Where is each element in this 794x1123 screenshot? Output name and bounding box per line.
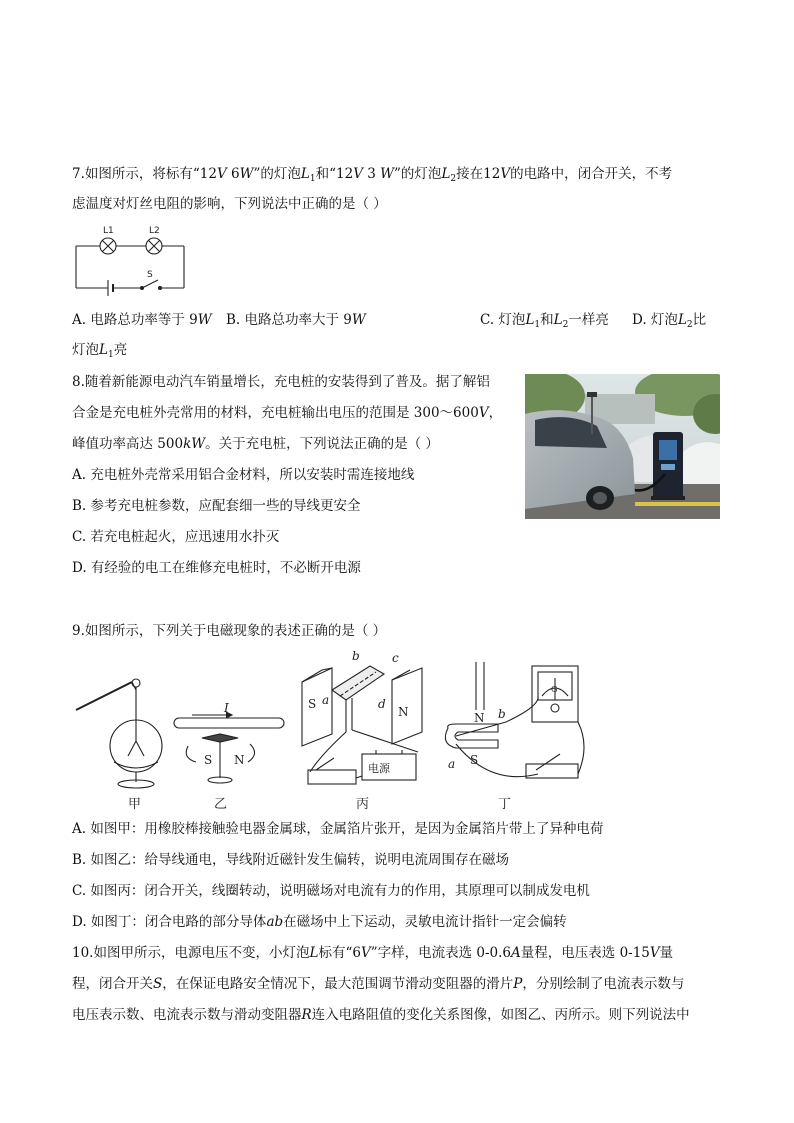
- text: ”的灯泡: [394, 166, 442, 182]
- q8-option-a[interactable]: [72, 465, 414, 485]
- text: A: [511, 945, 521, 961]
- text: 1: [309, 174, 316, 184]
- text: 量: [659, 945, 674, 961]
- caption-yi: 乙: [214, 797, 228, 812]
- q8-stem-line2: [72, 403, 502, 423]
- text: L: [677, 312, 687, 328]
- text: V: [649, 945, 660, 961]
- text: 接在12: [456, 166, 501, 182]
- text: D. 灯泡: [632, 312, 678, 328]
- q7-stem-line2: [72, 194, 387, 214]
- text: 。关于充电桩，下列说法正确的是（ ）: [205, 436, 439, 452]
- label-l1: L1: [103, 226, 114, 236]
- text: 连入电路阻值的变化关系图像，如图乙、丙所示。则下列说法中: [311, 1007, 690, 1023]
- text: 在磁场中上下运动，灵敏电流计指针一定会偏转: [283, 914, 567, 930]
- q7-option-d[interactable]: [632, 310, 706, 330]
- text: D. 有经验的电工在维修充电桩时，不必断开电源: [72, 560, 361, 576]
- q9-stem: [72, 621, 386, 641]
- text: 3: [362, 166, 381, 182]
- label-yi-s: S: [204, 753, 213, 767]
- caption-ding: 丁: [498, 797, 512, 812]
- q7-option-c[interactable]: [480, 310, 609, 330]
- text: C. 如图丙：闭合开关，线圈转动，说明磁场对电流有力的作用，其原理可以制成发电机: [72, 883, 590, 899]
- text: 亮: [113, 342, 128, 358]
- q9-option-b[interactable]: [72, 850, 509, 870]
- q9-option-a[interactable]: [72, 819, 603, 839]
- q7-stem-line1: [72, 164, 672, 184]
- text: R: [301, 1007, 312, 1023]
- text: D. 如图丁：闭合电路的部分导体: [72, 914, 267, 930]
- label-ding-n: N: [474, 711, 485, 725]
- text: L: [553, 312, 563, 328]
- q7-option-b[interactable]: [226, 310, 366, 330]
- text: ，在保证电路安全情况下，最大范围调节滑动变阻器的滑片: [162, 976, 514, 992]
- label-current: I: [224, 701, 229, 715]
- text: 10.如图甲所示，电源电压不变，小灯泡: [72, 945, 310, 961]
- text: 和“12: [315, 166, 354, 182]
- q7-circuit-figure: [72, 222, 190, 298]
- text: 和: [540, 312, 554, 328]
- q8-option-b[interactable]: [72, 496, 361, 516]
- q9-option-d[interactable]: [72, 912, 567, 932]
- q8-option-c[interactable]: [72, 527, 279, 547]
- text: L: [441, 166, 451, 182]
- text: 1: [534, 320, 541, 330]
- q7-option-a[interactable]: [72, 310, 212, 330]
- label-ding-b: b: [498, 707, 506, 721]
- text: kW: [183, 436, 206, 452]
- q9-option-c[interactable]: [72, 881, 590, 901]
- q7-option-d-cont: [72, 340, 127, 360]
- q10-stem-line1: [72, 943, 673, 963]
- text: 6: [226, 166, 240, 182]
- text: ，: [488, 405, 503, 421]
- text: 合金是充电桩外壳常用的材料，充电桩输出电压的范围是 300～600: [72, 405, 479, 421]
- q8-stem-line1: [72, 372, 490, 392]
- text: L: [300, 166, 310, 182]
- text: P: [513, 976, 523, 992]
- text: ”字样，电流表选 0-0.6: [370, 945, 512, 961]
- label-ding-s: S: [470, 753, 479, 767]
- text: W: [351, 312, 366, 328]
- figure-bing: [302, 666, 422, 784]
- charging-pile-photo: [525, 374, 720, 519]
- label-power: 电源: [368, 762, 390, 775]
- label-bing-b: b: [352, 649, 360, 663]
- text: A. 电路总功率等于 9: [72, 312, 198, 328]
- text: S: [153, 976, 163, 992]
- q8-stem-line3: [72, 434, 439, 454]
- label-bing-d: d: [378, 697, 386, 711]
- label-bing-c: c: [392, 651, 399, 665]
- label-switch: S: [147, 270, 153, 280]
- text: B. 参考充电桩参数，应配套细一些的导线更安全: [72, 498, 361, 514]
- figure-yi: [174, 712, 284, 783]
- q10-stem-line2: [72, 974, 684, 994]
- text: 8.随着新能源电动汽车销量增长，充电桩的安装得到了普及。据了解铝: [72, 374, 490, 390]
- label-galvanometer: G: [551, 685, 558, 694]
- text: V: [216, 166, 227, 182]
- text: 的电路中，闭合开关，不考: [510, 166, 673, 182]
- text: 虑温度对灯丝电阻的影响，下列说法中正确的是（ ）: [72, 196, 387, 212]
- label-bing-s: S: [308, 697, 317, 711]
- text: 12: [199, 166, 217, 182]
- text: W: [197, 312, 212, 328]
- text: W: [239, 166, 254, 182]
- text: ，分别绘制了电流表示数与: [522, 976, 685, 992]
- text: 2: [562, 320, 569, 330]
- text: V: [360, 945, 371, 961]
- text: C. 若充电桩起火，应迅速用水扑灭: [72, 529, 280, 545]
- text: 峰值功率高达 500: [72, 436, 184, 452]
- text: L: [309, 945, 319, 961]
- text: B. 如图乙：给导线通电，导线附近磁针发生偏转，说明电流周围存在磁场: [72, 852, 510, 868]
- text: ”的灯泡: [253, 166, 301, 182]
- q9-figures: [70, 646, 590, 816]
- figure-ding: [445, 662, 584, 778]
- text: V: [353, 166, 363, 182]
- text: ab: [266, 914, 284, 930]
- text: 灯泡: [72, 342, 99, 358]
- text: L: [525, 312, 535, 328]
- figure-jia: [76, 679, 162, 788]
- text: W: [380, 166, 395, 182]
- text: 2: [450, 174, 457, 184]
- label-bing-n: N: [398, 705, 409, 719]
- text: 2: [686, 320, 693, 330]
- text: B. 电路总功率大于 9: [226, 312, 352, 328]
- caption-bing: 丙: [356, 797, 370, 812]
- text: 1: [107, 350, 114, 360]
- label-bing-a: a: [322, 693, 330, 707]
- text: 7.如图所示，将标有“: [72, 166, 200, 182]
- text: 一样亮: [568, 312, 609, 328]
- label-ding-a: a: [448, 757, 456, 771]
- text: 量程，电压表选 0-15: [520, 945, 650, 961]
- text: 比: [692, 312, 707, 328]
- q10-stem-line3: [72, 1005, 690, 1025]
- q8-option-d[interactable]: [72, 558, 361, 578]
- caption-jia: 甲: [128, 797, 142, 812]
- text: 标有“6: [318, 945, 361, 961]
- label-l2: L2: [149, 226, 160, 236]
- text: V: [478, 405, 489, 421]
- text: 程，闭合开关: [72, 976, 153, 992]
- text: 9.如图所示，下列关于电磁现象的表述正确的是（ ）: [72, 623, 387, 639]
- text: V: [500, 166, 511, 182]
- text: C. 灯泡: [480, 312, 526, 328]
- text: A. 充电桩外壳常采用铝合金材料，所以安装时需连接地线: [72, 467, 415, 483]
- text: 电压表示数、电流表示数与滑动变阻器: [72, 1007, 302, 1023]
- text: L: [99, 342, 108, 358]
- label-yi-n: N: [234, 753, 245, 767]
- text: A. 如图甲：用橡胶棒接触验电器金属球，金属箔片张开，是因为金属箔片带上了异种电荷: [72, 821, 604, 837]
